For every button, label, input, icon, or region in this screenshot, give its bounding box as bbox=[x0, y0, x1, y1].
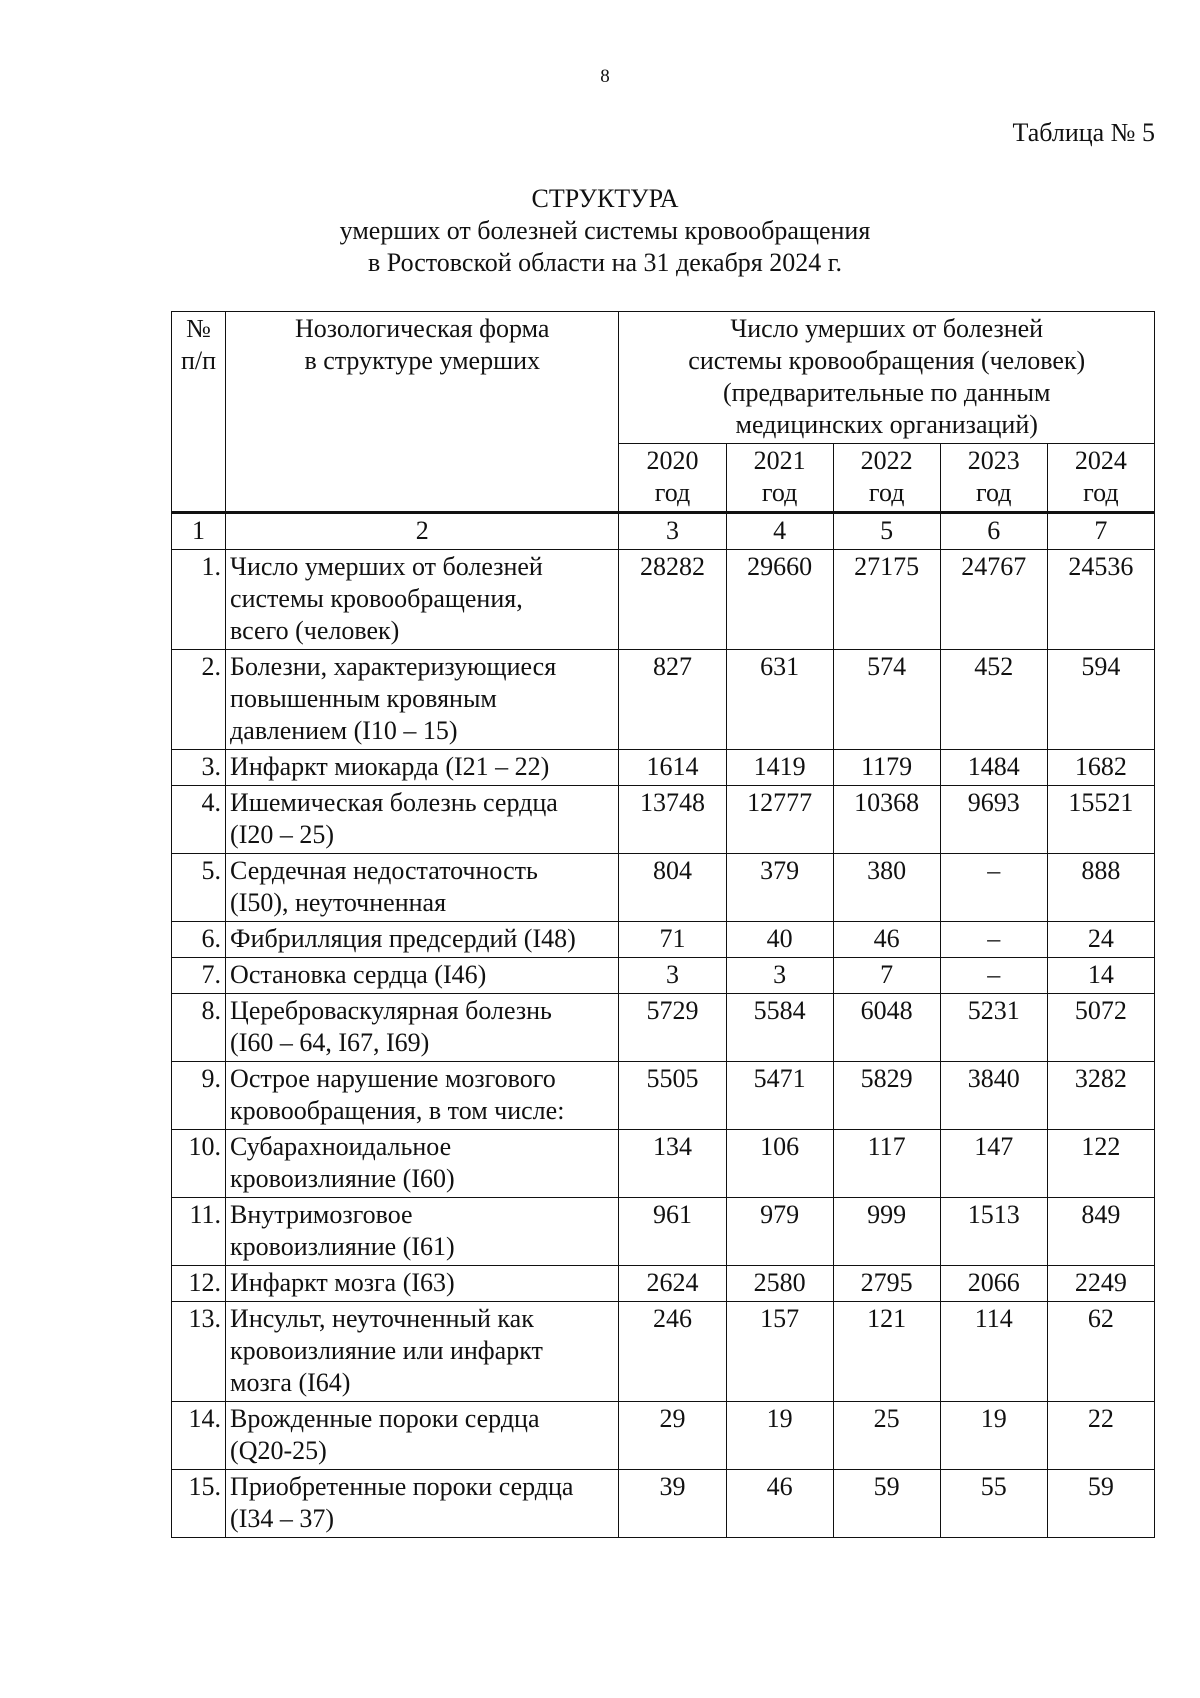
column-index: 3 bbox=[619, 513, 726, 550]
value-cell-2020: 5729 bbox=[619, 994, 726, 1062]
value-cell-2020: 961 bbox=[619, 1198, 726, 1266]
nosological-form-line: Инфаркт мозга (I63) bbox=[230, 1268, 455, 1297]
nosological-form bbox=[226, 922, 619, 958]
value-cell-2024: 594 bbox=[1047, 650, 1154, 750]
nosological-form bbox=[226, 750, 619, 786]
header-num-line: № bbox=[186, 314, 211, 343]
value-cell-2021: 5471 bbox=[726, 1062, 833, 1130]
nosological-form-line: Сердечная недостаточность bbox=[230, 856, 538, 885]
value-cell-2023: 114 bbox=[940, 1302, 1047, 1402]
title-line-3: в Ростовской области на 31 декабря 2024 г. bbox=[367, 248, 843, 277]
column-index: 7 bbox=[1047, 513, 1154, 550]
row-number: 6. bbox=[172, 922, 226, 958]
value-cell-2023: – bbox=[940, 922, 1047, 958]
nosological-form-line: (I50), неуточненная bbox=[230, 888, 447, 917]
table-row bbox=[172, 1130, 1155, 1198]
header-name-line: в структуре умерших bbox=[304, 346, 541, 375]
value-cell-2021: 29660 bbox=[726, 550, 833, 650]
nosological-form-line: Фибрилляция предсердий (I48) bbox=[230, 924, 576, 953]
header-group-line: медицинских организаций) bbox=[735, 410, 1038, 439]
value-cell-2020: 3 bbox=[619, 958, 726, 994]
row-number: 9. bbox=[172, 1062, 226, 1130]
table-row bbox=[172, 958, 1155, 994]
row-number: 15. bbox=[172, 1470, 226, 1538]
table-row bbox=[172, 854, 1155, 922]
value-cell-2021: 40 bbox=[726, 922, 833, 958]
value-cell-2022: 380 bbox=[833, 854, 940, 922]
year-unit: год bbox=[868, 478, 905, 507]
value-cell-2022: 574 bbox=[833, 650, 940, 750]
nosological-form bbox=[226, 1402, 619, 1470]
header-num-line: п/п bbox=[180, 346, 217, 375]
value-cell-2022: 2795 bbox=[833, 1266, 940, 1302]
header-num bbox=[172, 312, 226, 513]
table-caption: Таблица № 5 bbox=[1012, 118, 1155, 147]
value-cell-2022: 999 bbox=[833, 1198, 940, 1266]
nosological-form-line: Остановка сердца (I46) bbox=[230, 960, 487, 989]
value-cell-2023: 55 bbox=[940, 1470, 1047, 1538]
nosological-form bbox=[226, 1470, 619, 1538]
header-year bbox=[619, 444, 726, 513]
row-number: 3. bbox=[172, 750, 226, 786]
table-row bbox=[172, 1302, 1155, 1402]
page-number: 8 bbox=[600, 66, 610, 87]
value-cell-2022: 46 bbox=[833, 922, 940, 958]
nosological-form bbox=[226, 1130, 619, 1198]
header-year bbox=[726, 444, 833, 513]
value-cell-2024: 849 bbox=[1047, 1198, 1154, 1266]
value-cell-2024: 14 bbox=[1047, 958, 1154, 994]
value-cell-2020: 134 bbox=[619, 1130, 726, 1198]
value-cell-2024: 1682 bbox=[1047, 750, 1154, 786]
table-row bbox=[172, 650, 1155, 750]
row-number: 4. bbox=[172, 786, 226, 854]
value-cell-2023: 147 bbox=[940, 1130, 1047, 1198]
nosological-form bbox=[226, 994, 619, 1062]
value-cell-2024: 15521 bbox=[1047, 786, 1154, 854]
header-year bbox=[940, 444, 1047, 513]
nosological-form-line: кровоизлияние (I60) bbox=[230, 1164, 455, 1193]
nosological-form-line: (Q20-25) bbox=[230, 1436, 327, 1465]
year-unit: год bbox=[761, 478, 798, 507]
table-row bbox=[172, 1198, 1155, 1266]
nosological-form-line: (I34 – 37) bbox=[230, 1504, 335, 1533]
table-row bbox=[172, 550, 1155, 650]
header-group-line: (предварительные по данным bbox=[722, 378, 1051, 407]
table-row bbox=[172, 1470, 1155, 1538]
value-cell-2022: 59 bbox=[833, 1470, 940, 1538]
nosological-form-line: Приобретенные пороки сердца bbox=[230, 1472, 574, 1501]
header-year bbox=[1047, 444, 1154, 513]
value-cell-2024: 5072 bbox=[1047, 994, 1154, 1062]
nosological-form-line: Число умерших от болезней bbox=[230, 552, 543, 581]
table-row bbox=[172, 1402, 1155, 1470]
row-number: 13. bbox=[172, 1302, 226, 1402]
value-cell-2023: 1513 bbox=[940, 1198, 1047, 1266]
row-number: 12. bbox=[172, 1266, 226, 1302]
nosological-form-line: Болезни, характеризующиеся bbox=[230, 652, 557, 681]
nosological-form-line: кровообращения, в том числе: bbox=[230, 1096, 565, 1125]
nosological-form-line: давлением (I10 – 15) bbox=[230, 716, 458, 745]
value-cell-2022: 121 bbox=[833, 1302, 940, 1402]
value-cell-2021: 157 bbox=[726, 1302, 833, 1402]
nosological-form bbox=[226, 1266, 619, 1302]
value-cell-2024: 3282 bbox=[1047, 1062, 1154, 1130]
row-number: 2. bbox=[172, 650, 226, 750]
year-label: 2022 bbox=[860, 446, 913, 475]
value-cell-2024: 59 bbox=[1047, 1470, 1154, 1538]
nosological-form-line: кровоизлияние (I61) bbox=[230, 1232, 455, 1261]
value-cell-2020: 13748 bbox=[619, 786, 726, 854]
value-cell-2021: 3 bbox=[726, 958, 833, 994]
nosological-form-line: Внутримозговое bbox=[230, 1200, 413, 1229]
value-cell-2021: 979 bbox=[726, 1198, 833, 1266]
value-cell-2022: 10368 bbox=[833, 786, 940, 854]
value-cell-2024: 888 bbox=[1047, 854, 1154, 922]
value-cell-2020: 246 bbox=[619, 1302, 726, 1402]
table-row bbox=[172, 1062, 1155, 1130]
year-label: 2024 bbox=[1074, 446, 1127, 475]
nosological-form-line: Инфаркт миокарда (I21 – 22) bbox=[230, 752, 550, 781]
row-number: 11. bbox=[172, 1198, 226, 1266]
column-index-row bbox=[172, 513, 1155, 550]
value-cell-2020: 28282 bbox=[619, 550, 726, 650]
nosological-form-line: Субарахноидальное bbox=[230, 1132, 452, 1161]
header-group bbox=[619, 312, 1155, 444]
value-cell-2024: 2249 bbox=[1047, 1266, 1154, 1302]
nosological-form bbox=[226, 786, 619, 854]
nosological-form bbox=[226, 854, 619, 922]
value-cell-2021: 46 bbox=[726, 1470, 833, 1538]
value-cell-2022: 5829 bbox=[833, 1062, 940, 1130]
value-cell-2021: 5584 bbox=[726, 994, 833, 1062]
value-cell-2022: 117 bbox=[833, 1130, 940, 1198]
value-cell-2020: 5505 bbox=[619, 1062, 726, 1130]
nosological-form-line: кровоизлияние или инфаркт bbox=[230, 1336, 543, 1365]
value-cell-2022: 7 bbox=[833, 958, 940, 994]
value-cell-2022: 25 bbox=[833, 1402, 940, 1470]
value-cell-2024: 122 bbox=[1047, 1130, 1154, 1198]
table-row bbox=[172, 922, 1155, 958]
table-row bbox=[172, 786, 1155, 854]
value-cell-2020: 71 bbox=[619, 922, 726, 958]
nosological-form-line: (I20 – 25) bbox=[230, 820, 335, 849]
value-cell-2020: 827 bbox=[619, 650, 726, 750]
value-cell-2024: 62 bbox=[1047, 1302, 1154, 1402]
header-name bbox=[226, 312, 619, 513]
row-number: 14. bbox=[172, 1402, 226, 1470]
header-row-top bbox=[172, 312, 1155, 444]
value-cell-2024: 24536 bbox=[1047, 550, 1154, 650]
value-cell-2021: 1419 bbox=[726, 750, 833, 786]
value-cell-2023: 3840 bbox=[940, 1062, 1047, 1130]
nosological-form bbox=[226, 958, 619, 994]
year-unit: год bbox=[654, 478, 691, 507]
year-label: 2021 bbox=[753, 446, 806, 475]
nosological-form-line: Инсульт, неуточненный как bbox=[230, 1304, 534, 1333]
nosological-form-line: повышенным кровяным bbox=[230, 684, 497, 713]
row-number: 5. bbox=[172, 854, 226, 922]
nosological-form-line: Цереброваскулярная болезнь bbox=[230, 996, 552, 1025]
nosological-form-line: системы кровообращения, bbox=[230, 584, 523, 613]
nosological-form bbox=[226, 650, 619, 750]
column-index: 5 bbox=[833, 513, 940, 550]
header-group-line: Число умерших от болезней bbox=[730, 314, 1044, 343]
value-cell-2020: 29 bbox=[619, 1402, 726, 1470]
nosological-form-line: Ишемическая болезнь сердца bbox=[230, 788, 558, 817]
year-label: 2020 bbox=[646, 446, 699, 475]
year-unit: год bbox=[1083, 478, 1119, 507]
value-cell-2020: 1614 bbox=[619, 750, 726, 786]
nosological-form bbox=[226, 1302, 619, 1402]
header-name-line: Нозологическая форма bbox=[295, 314, 550, 343]
year-label: 2023 bbox=[967, 446, 1020, 475]
row-number: 7. bbox=[172, 958, 226, 994]
table-row bbox=[172, 750, 1155, 786]
value-cell-2024: 22 bbox=[1047, 1402, 1154, 1470]
column-index: 4 bbox=[726, 513, 833, 550]
table-body bbox=[172, 513, 1155, 1538]
nosological-form bbox=[226, 550, 619, 650]
table-row bbox=[172, 994, 1155, 1062]
nosological-form bbox=[226, 1062, 619, 1130]
value-cell-2023: 24767 bbox=[940, 550, 1047, 650]
value-cell-2023: 2066 bbox=[940, 1266, 1047, 1302]
row-number: 10. bbox=[172, 1130, 226, 1198]
value-cell-2023: – bbox=[940, 958, 1047, 994]
row-number: 8. bbox=[172, 994, 226, 1062]
mortality-structure-table bbox=[171, 311, 1155, 1538]
header-group-line: системы кровообращения (человек) bbox=[688, 346, 1086, 375]
title-line-2: умерших от болезней системы кровообращения bbox=[339, 216, 871, 245]
value-cell-2023: 452 bbox=[940, 650, 1047, 750]
value-cell-2023: 5231 bbox=[940, 994, 1047, 1062]
row-number: 1. bbox=[172, 550, 226, 650]
column-index: 1 bbox=[172, 513, 226, 550]
value-cell-2021: 379 bbox=[726, 854, 833, 922]
title-line-1: СТРУКТУРА bbox=[531, 184, 679, 213]
value-cell-2023: 1484 bbox=[940, 750, 1047, 786]
value-cell-2023: – bbox=[940, 854, 1047, 922]
value-cell-2023: 9693 bbox=[940, 786, 1047, 854]
value-cell-2020: 804 bbox=[619, 854, 726, 922]
table-row bbox=[172, 1266, 1155, 1302]
value-cell-2021: 12777 bbox=[726, 786, 833, 854]
value-cell-2021: 106 bbox=[726, 1130, 833, 1198]
value-cell-2020: 39 bbox=[619, 1470, 726, 1538]
value-cell-2020: 2624 bbox=[619, 1266, 726, 1302]
column-index: 2 bbox=[226, 513, 619, 550]
value-cell-2021: 631 bbox=[726, 650, 833, 750]
document-title bbox=[0, 183, 1200, 279]
nosological-form bbox=[226, 1198, 619, 1266]
value-cell-2022: 1179 bbox=[833, 750, 940, 786]
nosological-form-line: Врожденные пороки сердца bbox=[230, 1404, 540, 1433]
column-index: 6 bbox=[940, 513, 1047, 550]
value-cell-2023: 19 bbox=[940, 1402, 1047, 1470]
value-cell-2021: 2580 bbox=[726, 1266, 833, 1302]
nosological-form-line: всего (человек) bbox=[230, 616, 400, 645]
nosological-form-line: Острое нарушение мозгового bbox=[230, 1064, 556, 1093]
year-unit: год bbox=[976, 478, 1012, 507]
header-year bbox=[833, 444, 940, 513]
value-cell-2022: 6048 bbox=[833, 994, 940, 1062]
nosological-form-line: (I60 – 64, I67, I69) bbox=[230, 1028, 430, 1057]
value-cell-2024: 24 bbox=[1047, 922, 1154, 958]
nosological-form-line: мозга (I64) bbox=[230, 1368, 351, 1397]
value-cell-2021: 19 bbox=[726, 1402, 833, 1470]
value-cell-2022: 27175 bbox=[833, 550, 940, 650]
